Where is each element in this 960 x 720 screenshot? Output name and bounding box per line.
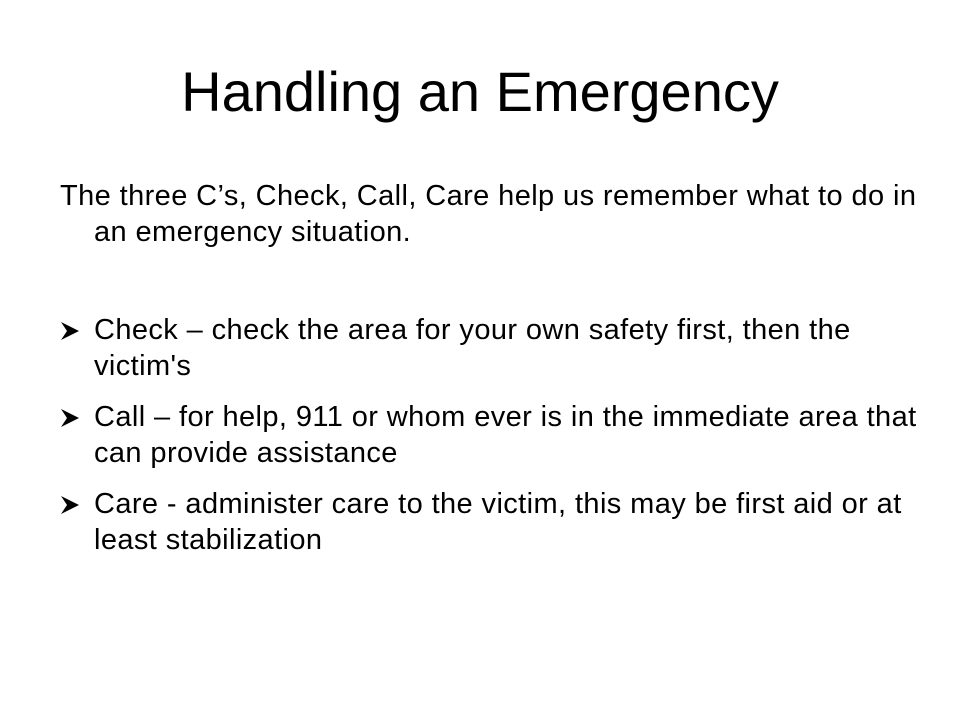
bullet-item-call — [60, 399, 920, 471]
bullet-list — [60, 312, 920, 558]
bullet-text: Call – for help, 911 or whom ever is in the immediate area that can provide assistance — [94, 401, 917, 469]
bullet-text: Care - administer care to the victim, this may be first aid or at least stabilization — [94, 488, 902, 556]
bullet-text: Check – check the area for your own safety first, then the victim's — [94, 314, 851, 382]
slide-title: Handling an Emergency — [181, 60, 779, 123]
bullet-item-care — [60, 486, 920, 558]
arrowhead-bullet-icon — [60, 408, 80, 428]
arrowhead-bullet-icon — [60, 321, 80, 341]
arrowhead-bullet-icon — [60, 495, 80, 515]
intro-paragraph: The three C’s, Check, Call, Care help us remember what to do in an emergency situation. — [60, 180, 917, 248]
slide-body — [60, 178, 920, 573]
bullet-item-check — [60, 312, 920, 384]
